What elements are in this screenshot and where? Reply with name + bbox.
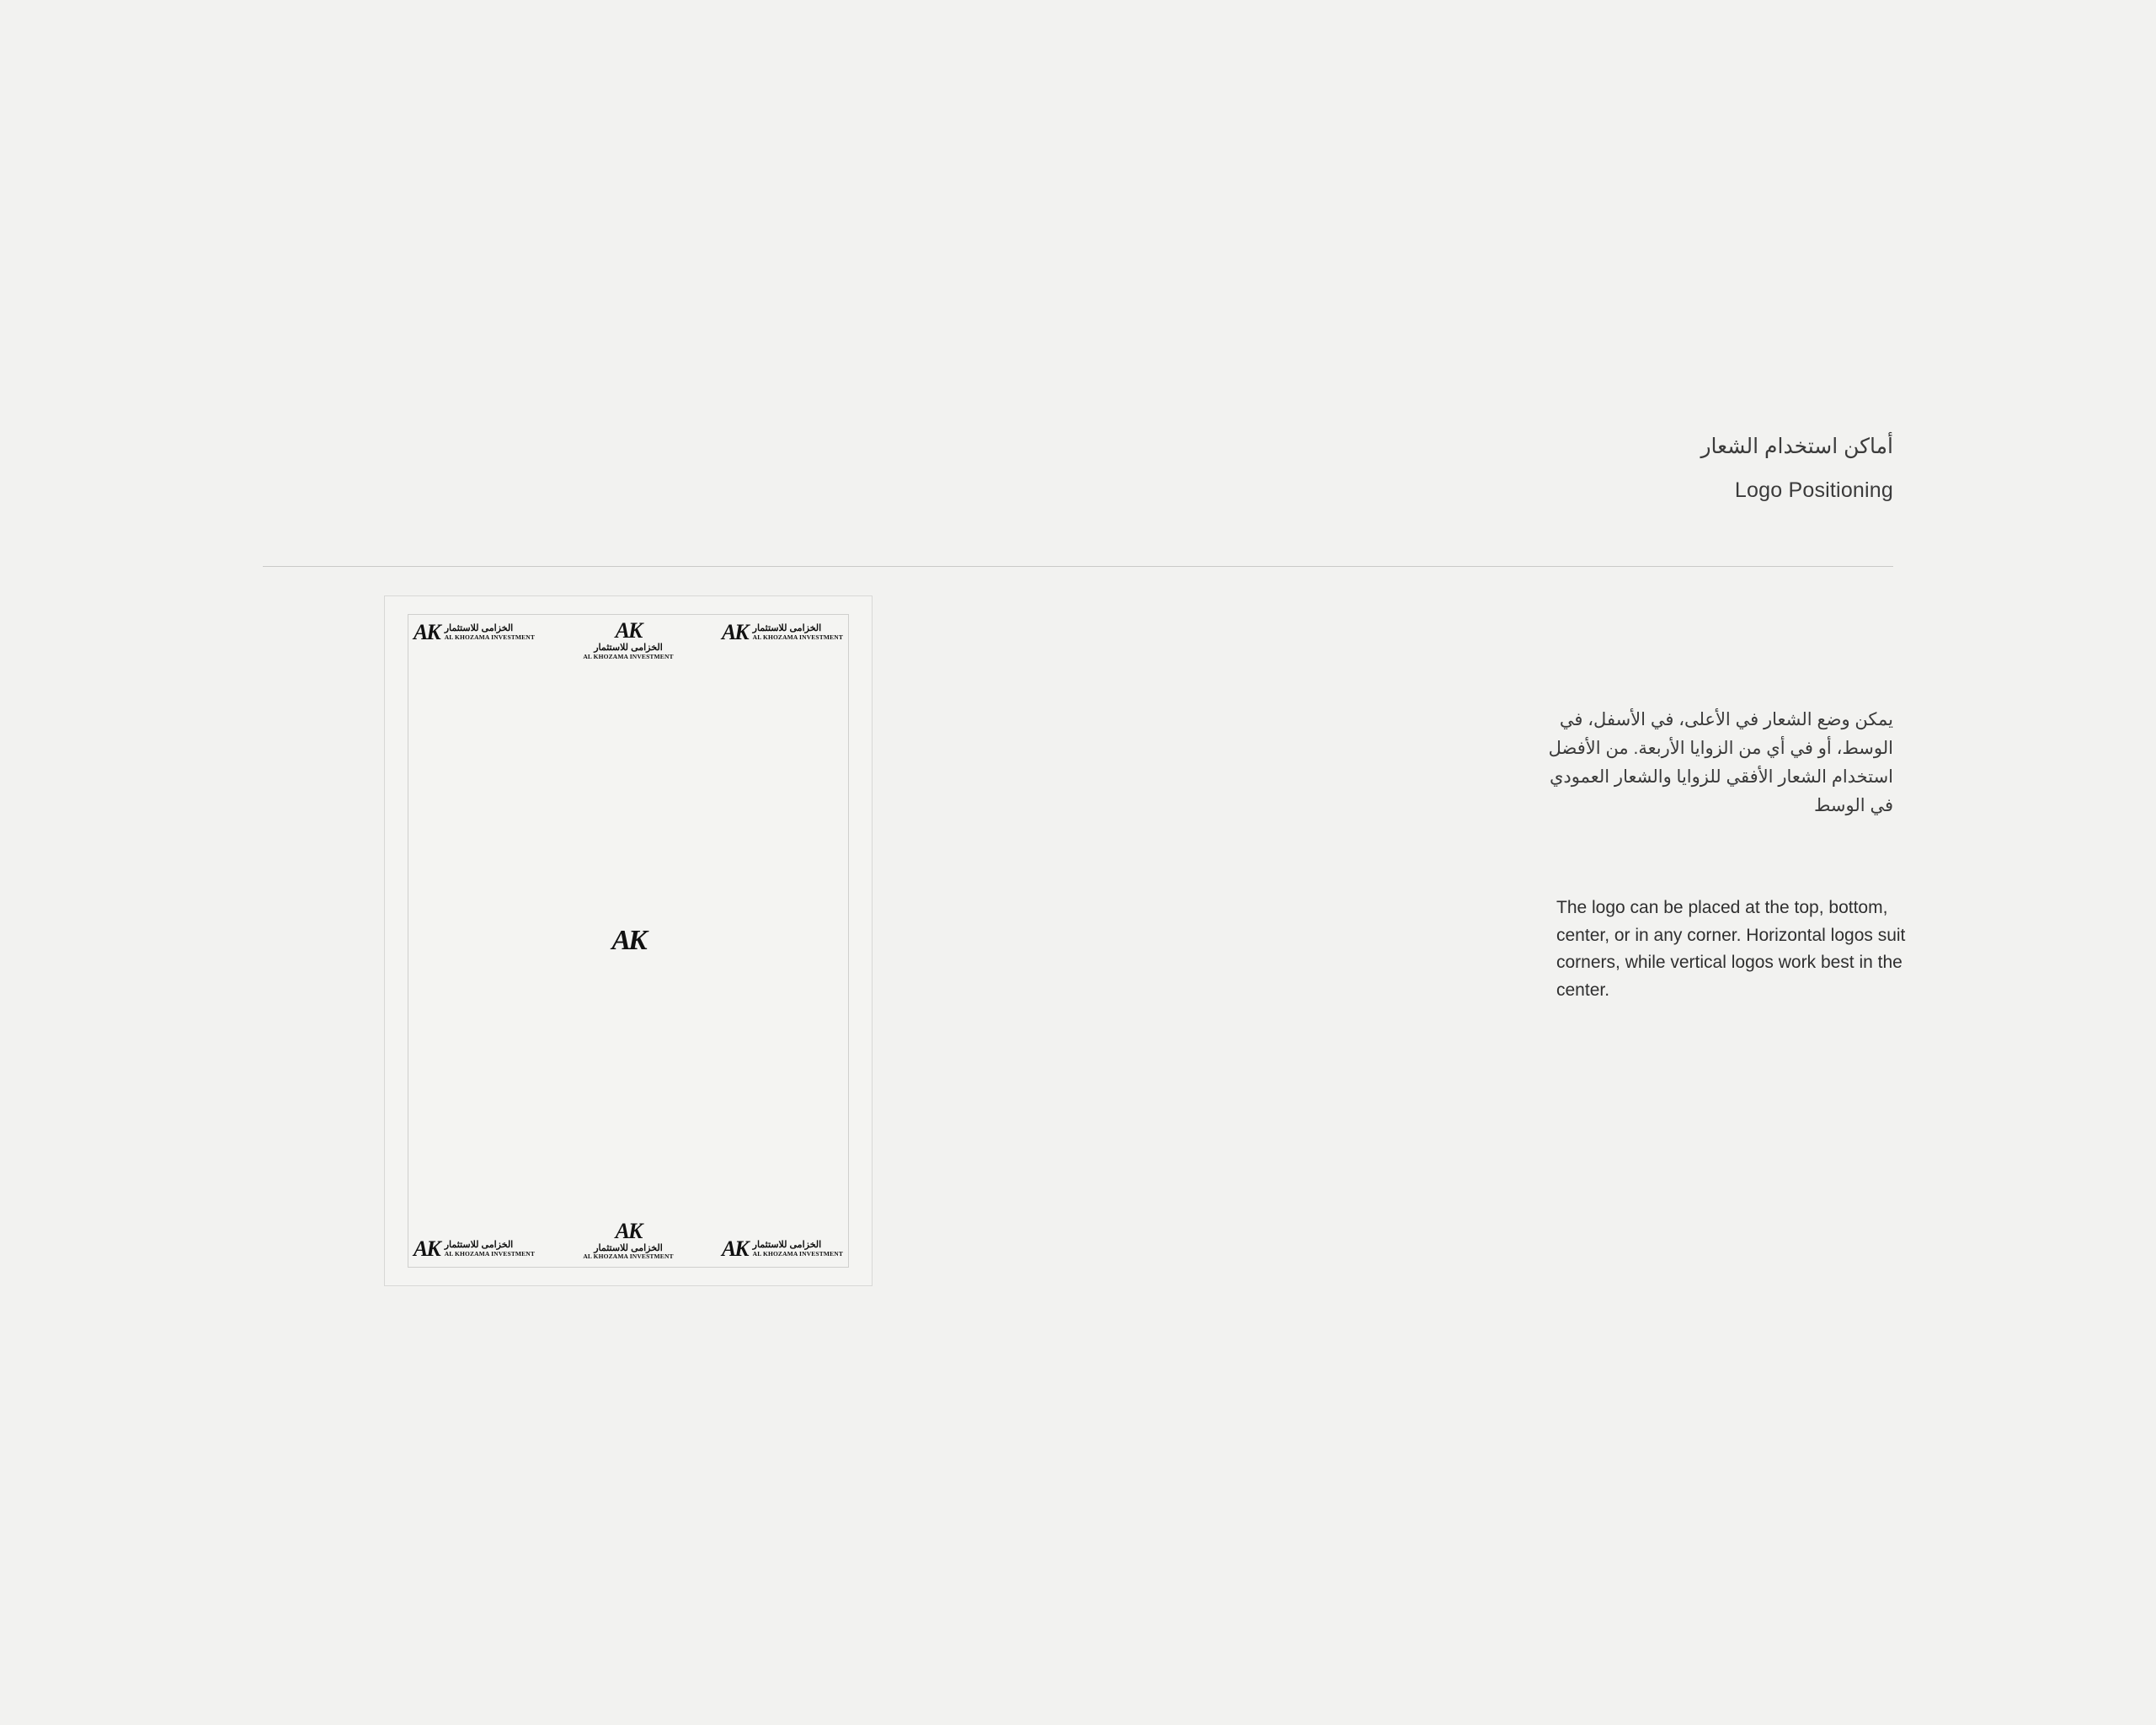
logo-lockup-bottom-center <box>583 1220 673 1260</box>
logo-monogram-icon: AK <box>721 1236 748 1261</box>
logo-lockup-top-left <box>414 622 535 644</box>
logo-wordmark <box>753 1241 843 1257</box>
logo-wordmark <box>583 644 673 660</box>
logo-name-english: AL KHOZAMA INVESTMENT <box>752 633 843 641</box>
paper-inner-border <box>408 614 849 1268</box>
logo-name-arabic: الخزامى للاستثمار <box>444 623 514 634</box>
page-title-english: Logo Positioning <box>1734 478 1893 502</box>
logo-monogram-icon: AK <box>611 925 645 956</box>
description-english: The logo can be placed at the top, bottom, center, or in any corner. Horizontal logos suit corners, while vertical logos work best in the center. <box>1556 898 1906 1000</box>
description-arabic: يمكن وضع الشعار في الأعلى، في الأسفل، في الوسط، أو في أي من الزوايا الأربعة. من الأفضل استخدام الشعار الأفقي للزوايا والشعار العمودي في الوسط <box>1548 710 1893 816</box>
logo-name-arabic: الخزامى للاستثمار <box>444 1240 514 1251</box>
logo-monogram-icon: AK <box>721 620 748 644</box>
logo-wordmark <box>753 624 843 640</box>
logo-name-english: AL KHOZAMA INVESTMENT <box>444 1249 536 1258</box>
logo-lockup-center <box>611 927 644 955</box>
logo-lockup-bottom-left <box>414 1238 535 1260</box>
logo-name-english: AL KHOZAMA INVESTMENT <box>444 633 536 641</box>
logo-name-english: AL KHOZAMA INVESTMENT <box>752 1249 843 1258</box>
paper-mockup <box>384 595 873 1286</box>
logo-wordmark <box>445 624 535 640</box>
logo-name-english: AL KHOZAMA INVESTMENT <box>583 652 674 660</box>
logo-name-english: AL KHOZAMA INVESTMENT <box>583 1252 674 1261</box>
logo-wordmark <box>583 1244 673 1260</box>
logo-lockup-bottom-right <box>722 1238 843 1260</box>
logo-monogram-icon: AK <box>615 618 642 643</box>
logo-name-arabic: الخزامى للاستثمار <box>594 643 663 653</box>
page-title-arabic: أماكن استخدام الشعار <box>1700 435 1893 458</box>
logo-lockup-top-center <box>583 620 673 660</box>
logo-monogram-icon: AK <box>615 1218 642 1243</box>
logo-name-arabic: الخزامى للاستثمار <box>752 1240 822 1251</box>
logo-name-arabic: الخزامى للاستثمار <box>752 623 822 634</box>
logo-wordmark <box>445 1241 535 1257</box>
page-header <box>1203 431 1893 506</box>
header-divider <box>263 566 1893 567</box>
logo-monogram-icon: AK <box>414 1236 440 1261</box>
logo-name-arabic: الخزامى للاستثمار <box>594 1242 663 1253</box>
logo-lockup-top-right <box>722 622 843 644</box>
logo-monogram-icon: AK <box>414 620 440 644</box>
